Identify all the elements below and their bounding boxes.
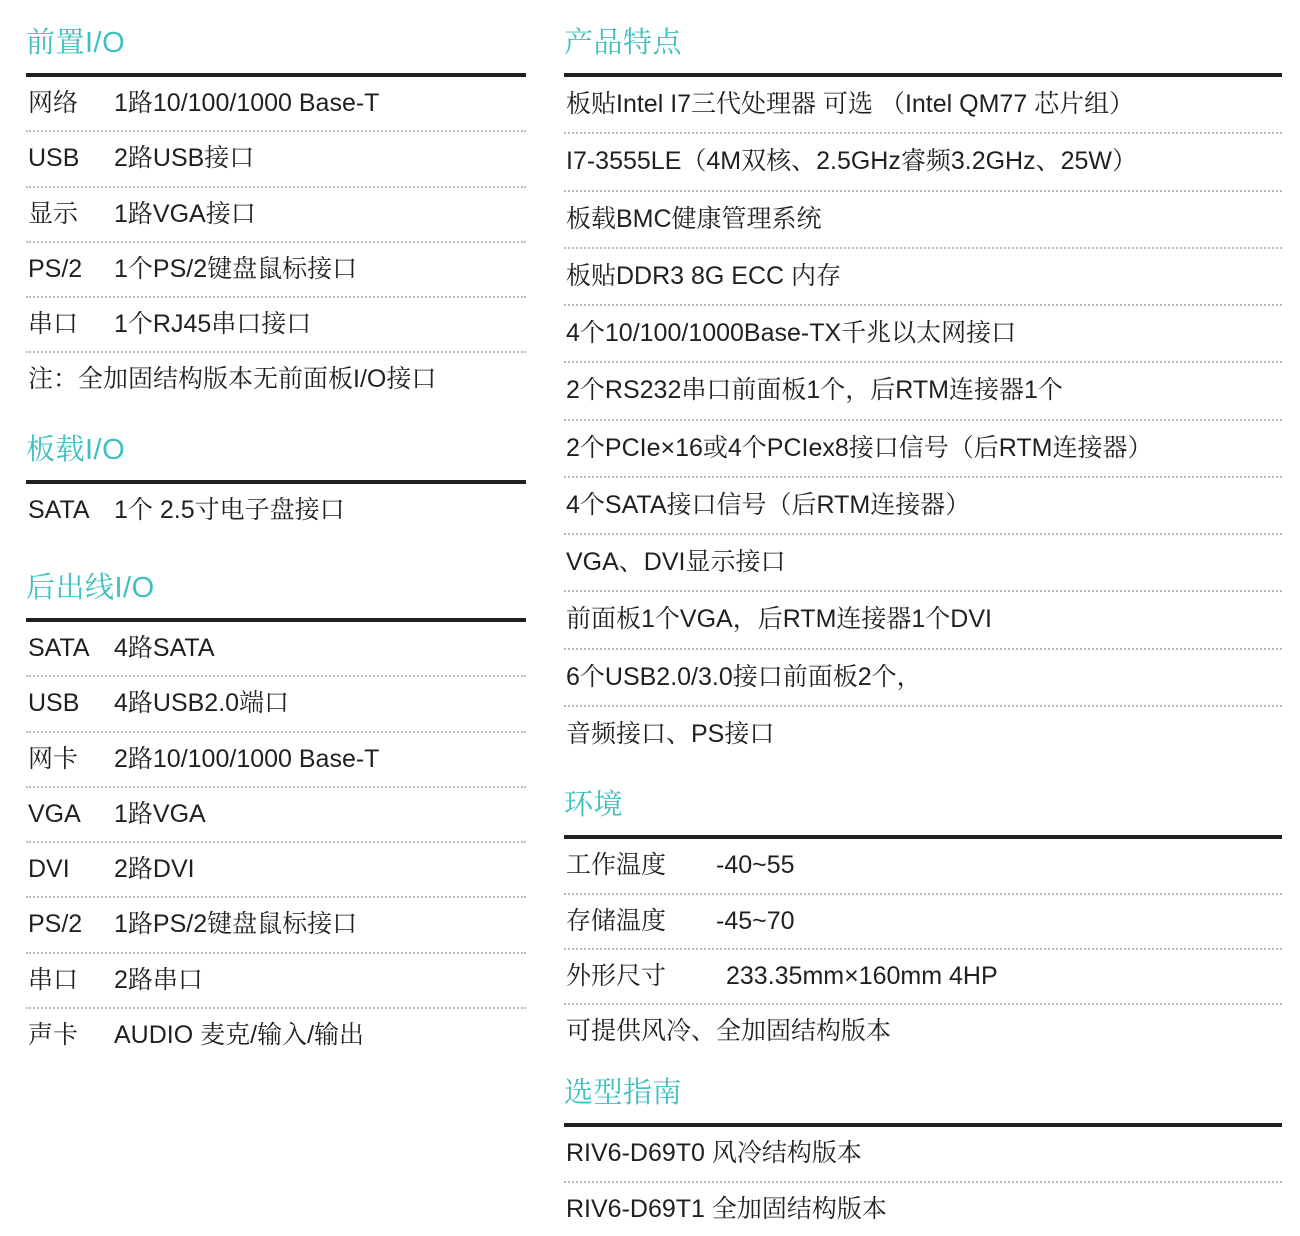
list-item	[564, 77, 1282, 134]
environment-rows	[564, 839, 1282, 1058]
spacer	[26, 413, 526, 431]
section-rear-io	[26, 569, 526, 1062]
onboard-io-rows	[26, 484, 526, 537]
row-value: -45~70	[716, 906, 795, 935]
row-value: -40~55	[716, 851, 795, 880]
table-row	[564, 895, 1282, 950]
front-io-rows	[26, 77, 526, 407]
row-key: VGA	[28, 799, 81, 828]
row-key: PS/2	[28, 254, 83, 283]
row-key: SATA	[28, 634, 90, 663]
feature-text: 6个USB2.0/3.0接口前面板2个，	[566, 662, 922, 691]
left-column	[26, 24, 526, 1201]
guide-text: RIV6-D69T1 全加固结构版本	[566, 1194, 887, 1223]
table-row	[26, 843, 526, 898]
list-item	[564, 650, 1282, 707]
table-row	[26, 677, 526, 732]
row-value: 1路VGA接口	[114, 199, 256, 228]
feature-text: 板贴Intel I7三代处理器 可选 （Intel QM77 芯片组）	[566, 90, 1135, 119]
row-key: PS/2	[28, 910, 83, 939]
list-item	[564, 1127, 1282, 1182]
feature-text: 2个PCIe×16或4个PCIex8接口信号（后RTM连接器）	[566, 433, 1153, 462]
row-value: 1路10/100/1000 Base-T	[114, 89, 380, 118]
table-row	[26, 77, 526, 132]
list-item	[564, 1183, 1282, 1236]
feature-text: 音频接口、PS接口	[566, 719, 775, 748]
row-key: SATA	[28, 495, 90, 524]
row-value: 233.35mm×160mm 4HP	[726, 961, 998, 990]
right-column	[564, 24, 1282, 1223]
row-key: 显示	[28, 199, 79, 228]
table-row	[26, 298, 526, 353]
table-row	[26, 188, 526, 243]
section-title-environment: 环境	[564, 789, 624, 822]
feature-text: 4个10/100/1000Base-TX千兆以太网接口	[566, 319, 1017, 348]
row-value: AUDIO 麦克/输入/输出	[114, 1020, 365, 1049]
section-title-features: 产品特点	[564, 27, 683, 59]
row-key: USB	[28, 689, 80, 718]
guide-rows	[564, 1127, 1282, 1236]
table-row	[26, 733, 526, 788]
table-row	[564, 839, 1282, 894]
feature-text: VGA、DVI显示接口	[566, 548, 786, 577]
table-row-note	[26, 353, 526, 406]
row-key: 存储温度	[566, 906, 667, 935]
table-row	[564, 950, 1282, 1005]
table-row	[26, 484, 526, 537]
feature-text: I7-3555LE（4M双核、2.5GHz睿频3.2GHz、25W）	[566, 147, 1138, 176]
table-row	[26, 243, 526, 298]
row-note: 可提供风冷、全加固结构版本	[566, 1017, 892, 1046]
row-value: 2路10/100/1000 Base-T	[114, 744, 380, 773]
section-features	[564, 24, 1282, 762]
list-item	[564, 421, 1282, 478]
section-front-io	[26, 24, 526, 407]
row-key: 串口	[28, 965, 79, 994]
row-value: 1路PS/2键盘鼠标接口	[114, 910, 358, 939]
section-title-selection-guide: 选型指南	[564, 1077, 683, 1110]
spacer	[564, 1064, 1282, 1074]
table-row	[26, 132, 526, 187]
table-row	[26, 954, 526, 1009]
list-item	[564, 707, 1282, 762]
list-item	[564, 134, 1282, 191]
section-onboard-io	[26, 431, 526, 537]
list-item	[564, 363, 1282, 420]
features-rows	[564, 77, 1282, 762]
row-key: 网络	[28, 89, 79, 118]
section-title-onboard-io: 板载I/O	[26, 433, 126, 466]
list-item	[564, 592, 1282, 649]
row-key: 声卡	[28, 1020, 79, 1049]
section-title-rear-io: 后出线I/O	[26, 572, 155, 605]
table-row	[26, 1009, 526, 1062]
feature-text: 2个RS232串口前面板1个，后RTM连接器1个	[566, 376, 1063, 405]
spacer	[26, 543, 526, 569]
list-item	[564, 478, 1282, 535]
row-key: DVI	[28, 855, 70, 884]
row-value: 2路DVI	[114, 855, 195, 884]
spacer	[564, 768, 1282, 786]
table-row	[26, 788, 526, 843]
row-key: 外形尺寸	[566, 961, 667, 990]
list-item	[564, 249, 1282, 306]
row-value: 1个PS/2键盘鼠标接口	[114, 254, 358, 283]
row-key: USB	[28, 144, 80, 173]
feature-text: 4个SATA接口信号（后RTM连接器）	[566, 490, 971, 519]
section-environment	[564, 786, 1282, 1058]
list-item	[564, 306, 1282, 363]
table-row	[26, 622, 526, 677]
table-row	[26, 898, 526, 953]
rear-io-rows	[26, 622, 526, 1062]
row-value: 1个 2.5寸电子盘接口	[114, 495, 345, 524]
row-key: 网卡	[28, 744, 79, 773]
list-item	[564, 192, 1282, 249]
row-value: 4路USB2.0端口	[114, 689, 290, 718]
row-key: 工作温度	[566, 851, 667, 880]
table-row-note	[564, 1005, 1282, 1058]
row-note: 注：全加固结构版本无前面板I/O接口	[28, 365, 437, 394]
section-title-front-io: 前置I/O	[26, 27, 126, 59]
row-value: 2路串口	[114, 965, 203, 994]
row-key: 串口	[28, 310, 79, 339]
feature-text: 板载BMC健康管理系统	[566, 204, 822, 233]
list-item	[564, 535, 1282, 592]
row-value: 1路VGA	[114, 799, 206, 828]
feature-text: 板贴DDR3 8G ECC 内存	[566, 261, 842, 290]
guide-text: RIV6-D69T0 风冷结构版本	[566, 1139, 862, 1168]
row-value: 4路SATA	[114, 634, 215, 663]
row-value: 2路USB接口	[114, 144, 255, 173]
feature-text: 前面板1个VGA，后RTM连接器1个DVI	[566, 605, 992, 634]
section-selection-guide	[564, 1074, 1282, 1236]
row-value: 1个RJ45串口接口	[114, 310, 312, 339]
